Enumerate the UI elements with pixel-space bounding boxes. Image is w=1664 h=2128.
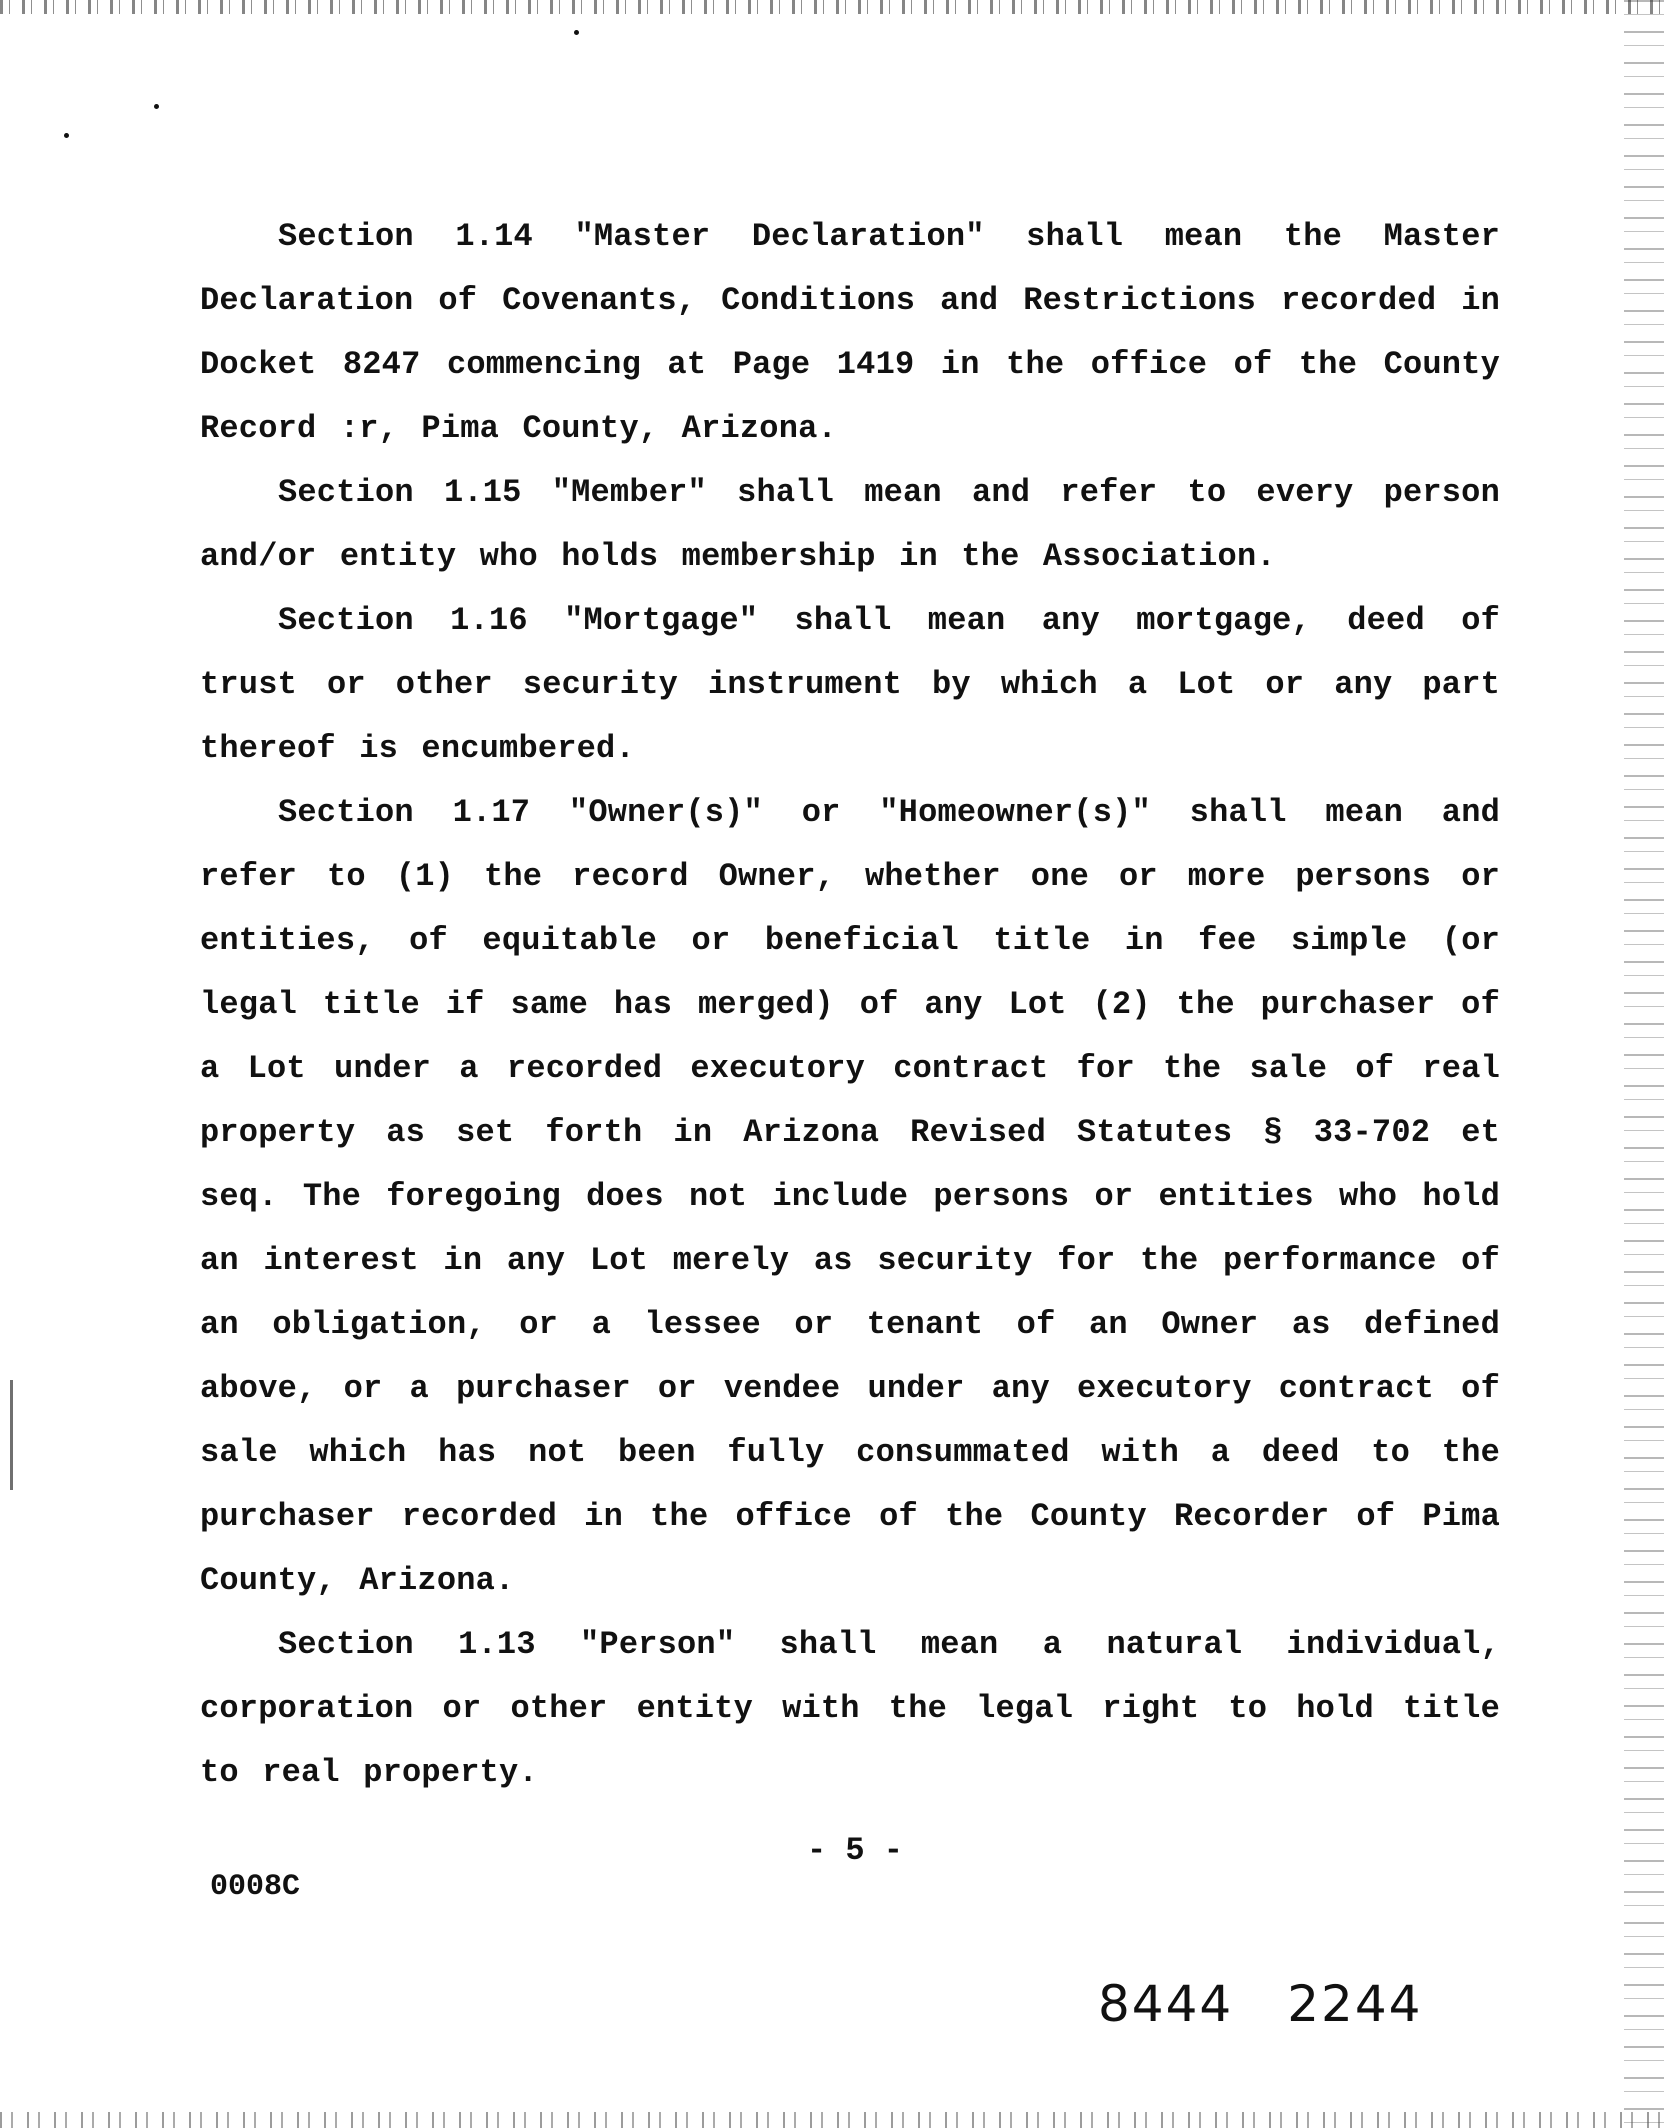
scan-edge-top	[0, 0, 1664, 14]
page-number: - 5 -	[806, 1832, 903, 1869]
recording-stamp-number	[1098, 1975, 1423, 2033]
document-code: 0008C	[210, 1870, 301, 1904]
scan-edge-right	[1624, 0, 1664, 2128]
scan-speck	[154, 104, 159, 109]
recording-page: 2244	[1287, 1975, 1423, 2033]
scan-speck	[574, 30, 579, 35]
scan-edge-bottom	[0, 2112, 1664, 2128]
section-1-15-paragraph: Section 1.15 "Member" shall mean and refer to every person and/or entity who holds membership in the Association.	[200, 474, 1500, 575]
section-1-18-paragraph: Section 1.13 "Person" shall mean a natural individual, corporation or other entity with the legal right to hold title to real property.	[200, 1626, 1500, 1791]
scan-speck	[64, 133, 69, 138]
section-1-17-paragraph: Section 1.17 "Owner(s)" or "Homeowner(s)" shall mean and refer to (1) the record Owner, whether one or more persons or entities, of equitable or beneficial title in fee simple (or legal title if same has merged) of any Lot (2) the purchaser of a Lot under a recorded executory contract for the sale of real property as set forth in Arizona Revised Statutes § 33-702 et seq. The foregoing does not include persons or entities who hold an interest in any Lot merely as security for the performance of an obligation, or a lessee or tenant of an Owner as defined above, or a purchaser or vendee under any executory contract of sale which has not been fully consummated with a deed to the purchaser recorded in the office of the County Recorder of Pima County, Arizona.	[200, 794, 1500, 1599]
recording-docket: 8444	[1098, 1975, 1234, 2033]
section-1-16-paragraph: Section 1.16 "Mortgage" shall mean any mortgage, deed of trust or other security instrument by which a Lot or any part thereof is encumbered.	[200, 602, 1500, 767]
document-body	[200, 205, 1500, 1805]
section-1-14-paragraph: Section 1.14 "Master Declaration" shall mean the Master Declaration of Covenants, Conditions and Restrictions recorded in Docket 8247 commencing at Page 1419 in the office of the County Record :r, Pima County, Arizona.	[200, 218, 1500, 447]
scan-edge-left-mark	[0, 1380, 13, 1490]
